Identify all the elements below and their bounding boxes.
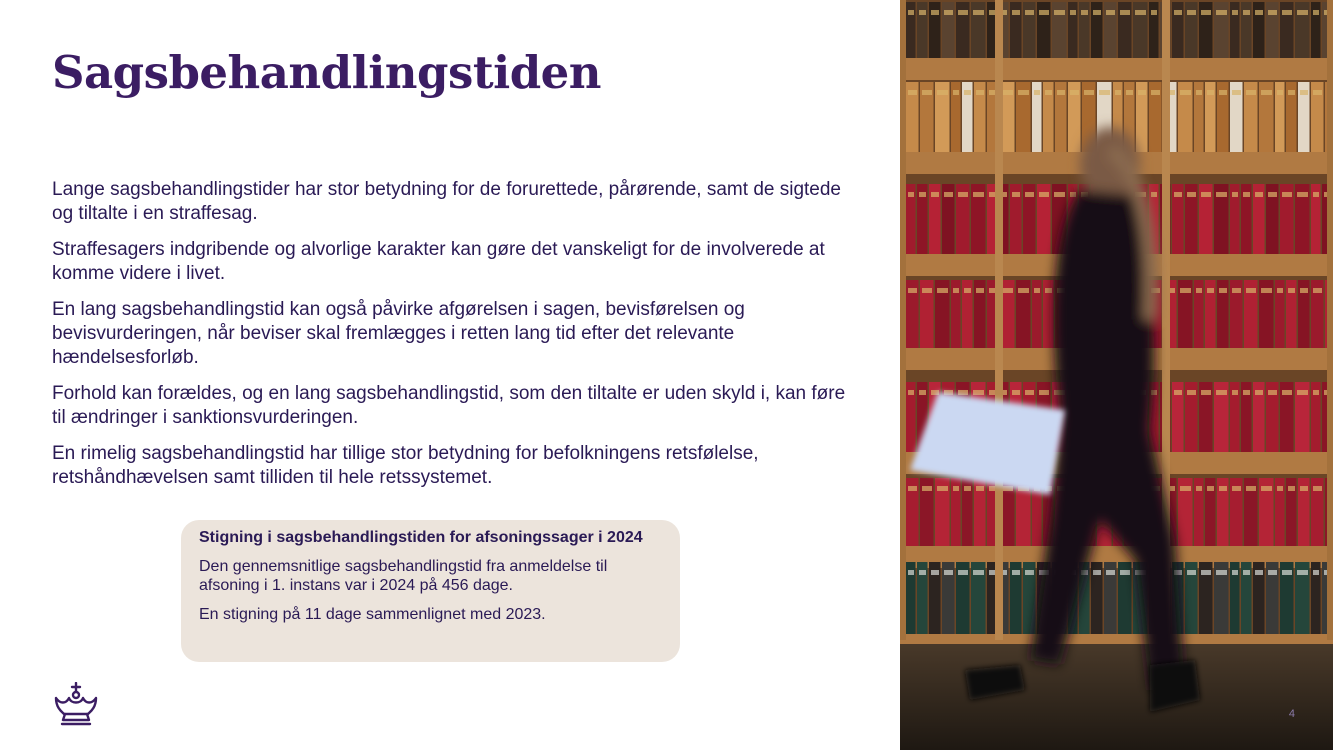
- page-number: 4: [1288, 708, 1295, 720]
- info-box-text-1: Den gennemsnitlige sagsbehandlingstid fra anmeldelse til afsoning i 1. instans var i 2024 på 456 dage.: [199, 558, 608, 594]
- paragraph-3: En lang sagsbehandlingstid kan også påvirke afgørelsen i sagen, bevisførelsen og bevisvurderingen, når beviser skal fremlægges i retten lang tid efter det relevante hændelsesforløb.: [52, 299, 745, 368]
- library-photo: [900, 0, 1333, 750]
- info-box-heading: Stigning i sagsbehandlingstiden for afsoningssager i 2024: [199, 529, 643, 546]
- info-box: [181, 520, 680, 662]
- crown-logo-icon: [50, 682, 102, 726]
- library-photo-illustration: [900, 0, 1333, 750]
- info-box-text-2: En stigning på 11 dage sammenlignet med 2023.: [199, 606, 546, 623]
- body-text: [52, 178, 852, 502]
- paragraph-4: Forhold kan forældes, og en lang sagsbehandlingstid, som den tiltalte er uden skyld i, kan føre til ændringer i sanktionsvurderingen.: [52, 383, 846, 428]
- page-title: Sagsbehandlingstiden: [52, 46, 602, 99]
- paragraph-5: En rimelig sagsbehandlingstid har tillige stor betydning for befolkningens retsfølelse, retshåndhævelsen samt tilliden til hele retssystemet.: [52, 443, 759, 488]
- paragraph-1: Lange sagsbehandlingstider har stor betydning for de forurettede, pårørende, samt de sigtede og tiltalte i en straffesag.: [52, 179, 842, 224]
- paragraph-2: Straffesagers indgribende og alvorlige karakter kan gøre det vanskeligt for de involverede at komme videre i livet.: [52, 239, 825, 284]
